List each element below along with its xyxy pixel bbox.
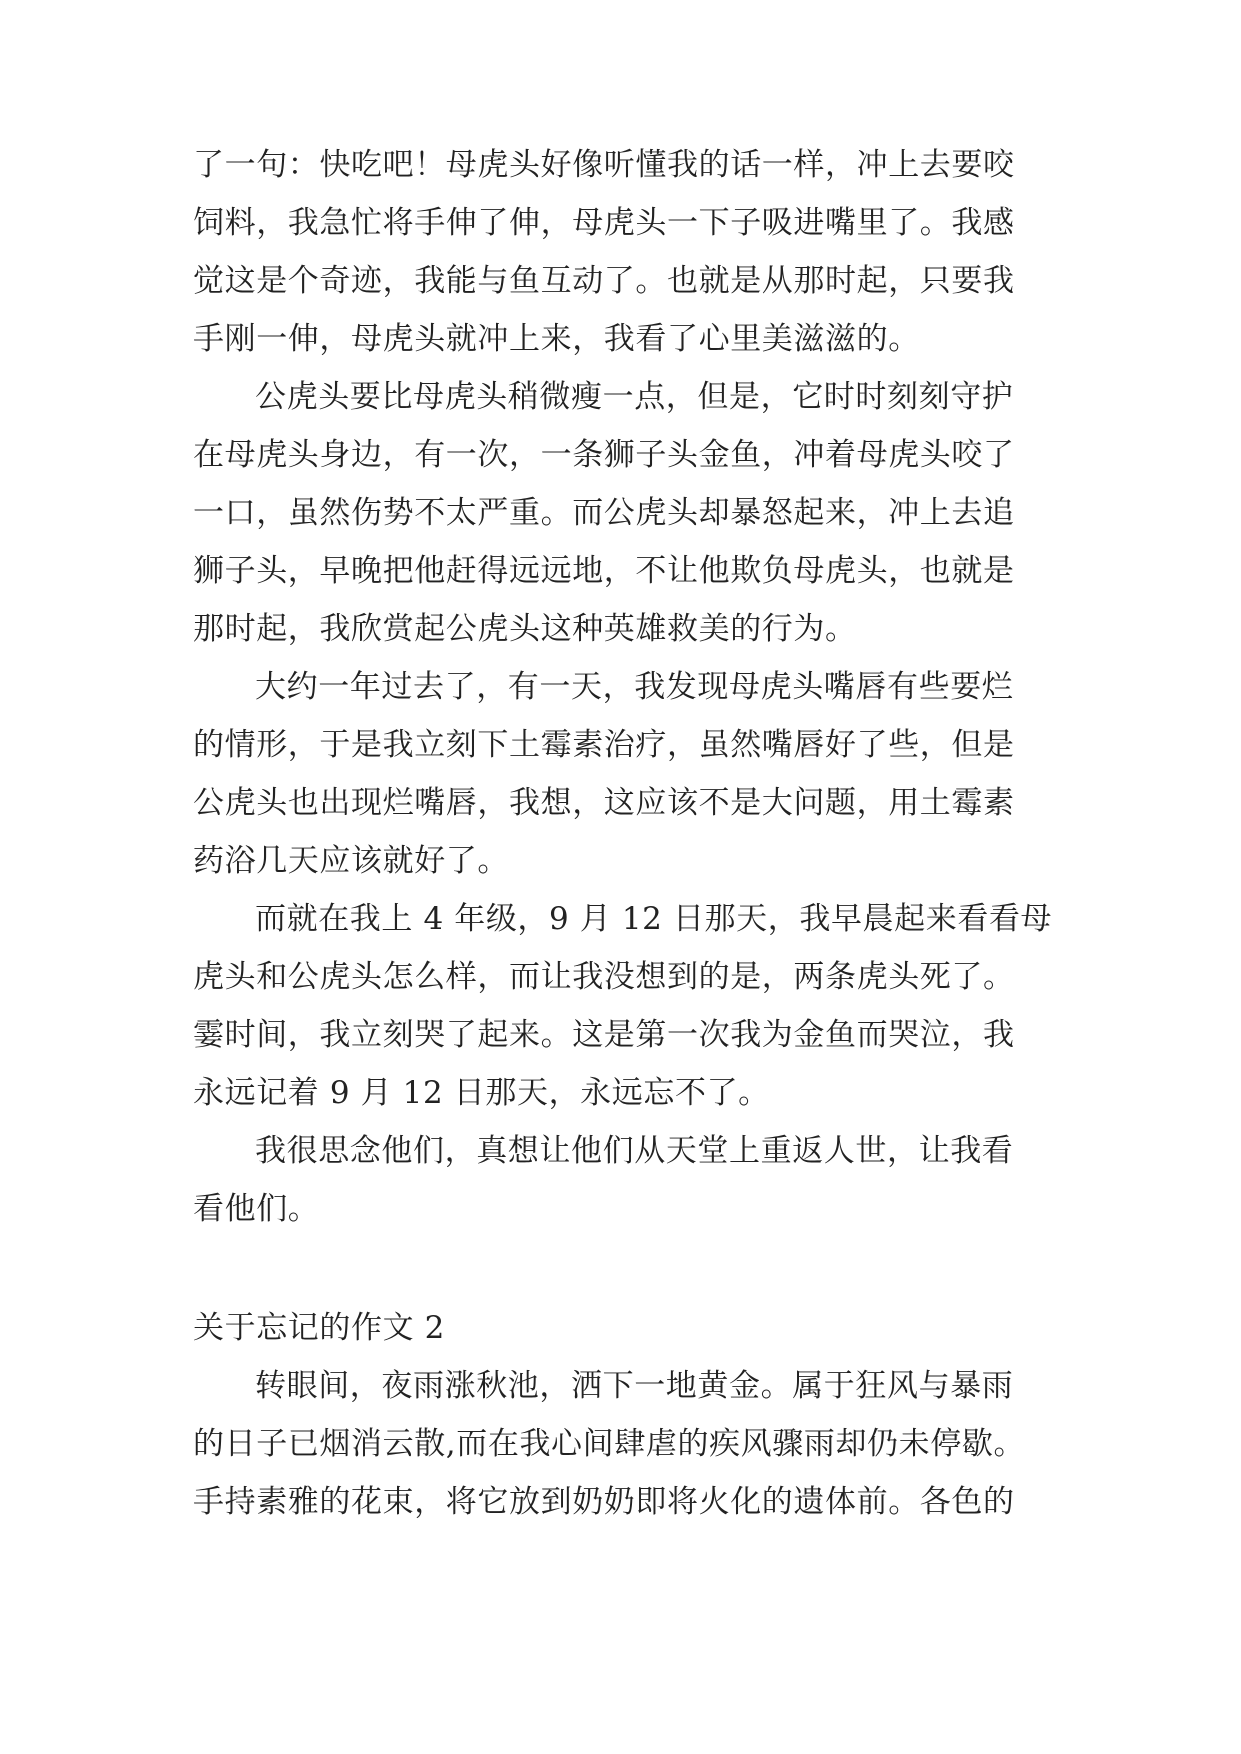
paragraph-line: 永远记着 9 月 12 日那天，永远忘不了。 bbox=[193, 1075, 770, 1111]
section-heading: 关于忘记的作文 2 bbox=[193, 1310, 445, 1346]
paragraph-line: 了一句：快吃吧！母虎头好像听懂我的话一样，冲上去要咬 bbox=[193, 147, 1015, 183]
paragraph-first-line: 我很思念他们，真想让他们从天堂上重返人世，让我看 bbox=[255, 1133, 1014, 1169]
paragraph-first-line: 公虎头要比母虎头稍微瘦一点，但是，它时时刻刻守护 bbox=[255, 379, 1014, 415]
paragraph-line: 手刚一伸，母虎头就冲上来，我看了心里美滋滋的。 bbox=[193, 321, 920, 357]
paragraph-line: 饲料，我急忙将手伸了伸，母虎头一下子吸进嘴里了。我感 bbox=[193, 205, 1015, 241]
paragraph-line: 的情形，于是我立刻下土霉素治疗，虽然嘴唇好了些，但是 bbox=[193, 727, 1015, 763]
paragraph-line: 手持素雅的花束，将它放到奶奶即将火化的遗体前。各色的 bbox=[193, 1484, 1015, 1520]
paragraph-line: 那时起，我欣赏起公虎头这种英雄救美的行为。 bbox=[193, 611, 857, 647]
paragraph-line: 一口，虽然伤势不太严重。而公虎头却暴怒起来，冲上去追 bbox=[193, 495, 1015, 531]
paragraph-line: 的日子已烟消云散,而在我心间肆虐的疾风骤雨却仍未停歇。 bbox=[193, 1426, 1026, 1462]
paragraph-line: 虎头和公虎头怎么样，而让我没想到的是，两条虎头死了。 bbox=[193, 959, 1015, 995]
paragraph-first-line: 转眼间，夜雨涨秋池，洒下一地黄金。属于狂风与暴雨 bbox=[255, 1368, 1014, 1404]
paragraph-line: 在母虎头身边，有一次，一条狮子头金鱼，冲着母虎头咬了 bbox=[193, 437, 1015, 473]
paragraph-line: 觉这是个奇迹，我能与鱼互动了。也就是从那时起，只要我 bbox=[193, 263, 1015, 299]
paragraph-line: 公虎头也出现烂嘴唇，我想，这应该不是大问题，用土霉素 bbox=[193, 785, 1015, 821]
paragraph-first-line: 而就在我上 4 年级，9 月 12 日那天，我早晨起来看看母 bbox=[255, 901, 1053, 937]
paragraph-line: 看他们。 bbox=[193, 1191, 320, 1227]
paragraph-first-line: 大约一年过去了，有一天，我发现母虎头嘴唇有些要烂 bbox=[255, 669, 1014, 705]
paragraph-line: 霎时间，我立刻哭了起来。这是第一次我为金鱼而哭泣，我 bbox=[193, 1017, 1015, 1053]
paragraph-line: 狮子头，早晚把他赶得远远地，不让他欺负母虎头，也就是 bbox=[193, 553, 1015, 589]
paragraph-line: 药浴几天应该就好了。 bbox=[193, 843, 509, 879]
